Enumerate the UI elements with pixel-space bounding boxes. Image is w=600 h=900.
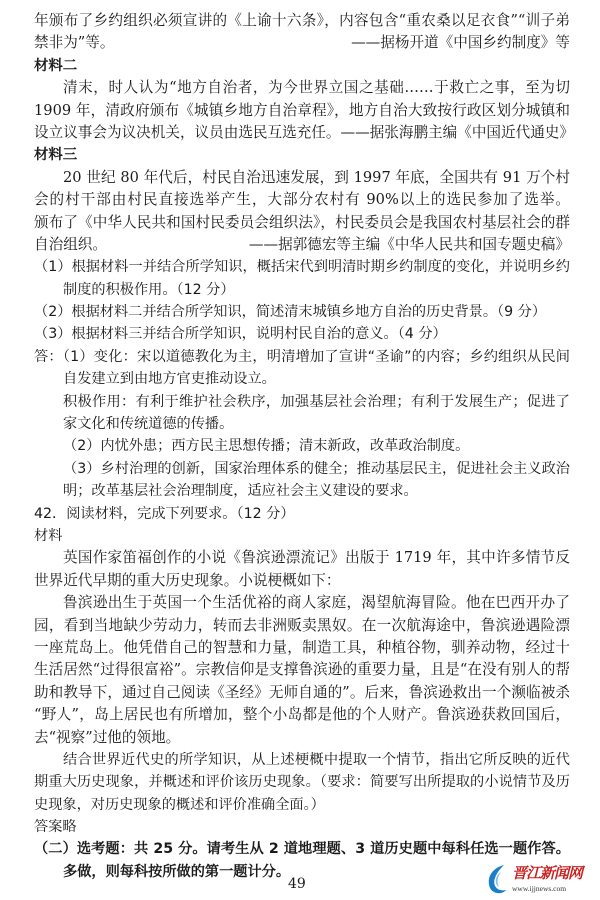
text-line: 积极作用：有利于维护社会秩序，加强基层社会治理；有利于发展生产；促进了	[63, 393, 570, 410]
text-line	[34, 122, 574, 144]
text-line: 英国作家笛福创作的小说《鲁滨逊漂流记》出版于 1719 年，其中许多情节反	[63, 549, 570, 567]
text-line: （2）根据材料二并结合所学知识，简述清末城镇乡地方自治的历史背景。（9 分）	[34, 304, 547, 321]
text-line: （2）内忧外患；西方民主思想传播；清末新政，改革政治制度。	[63, 438, 470, 455]
text-line: 材料三	[34, 147, 78, 164]
text-line: 园，看到当地缺少劳动力，转而去非洲贩卖黑奴。在一次航海途中，鲁滨逊遇险漂	[34, 616, 570, 634]
line-text: 设立议事会为议决机关，议员由选民互选充任。	[34, 123, 341, 141]
source-citation: ——据郭德宏等主编《中华人民共和国专题史稿》	[248, 235, 570, 253]
line-text: 禁非为”等。	[34, 34, 115, 52]
text-line	[34, 32, 570, 54]
line-text: 自治组织。	[34, 235, 107, 253]
document-page	[34, 10, 574, 883]
source-citation: ——据张海鹏主编《中国近代通史》	[340, 123, 574, 141]
text-line: 答：（1）变化：宋以道德教化为主，明清增加了宣讲“圣谕”的内容；乡约组织从民间	[34, 348, 570, 365]
logo-url: www.ijjnews.com	[512, 884, 567, 893]
text-line: 20 世纪 80 年代后，村民自治迅速发展，到 1997 年底，全国共有 91 万个村	[63, 168, 570, 186]
text-line: 史现象，对历史现象的概述和评价准确全面。）	[34, 796, 325, 813]
page-number: 49	[288, 876, 306, 892]
text-line: 去“视察”过他的领地。	[34, 728, 181, 746]
text-line: 世界近代早期的重大历史现象。小说梗概如下：	[34, 571, 341, 589]
text-line: 1909 年，清政府颁布《城镇乡地方自治章程》，地方自治大致按行政区划分城镇和	[34, 101, 570, 119]
text-line: 助和教导下，通过自己阅读《圣经》无师自通的”。后来，鲁滨逊救出一个濒临被杀	[34, 683, 570, 701]
text-line: 答案略	[34, 819, 77, 836]
text-line: 多做，则每科按所做的第一题计分。	[63, 863, 291, 880]
text-line: 年颁布了乡约组织必须宣讲的《上谕十六条》，内容包含“重农桑以足衣食”“训子弟	[34, 12, 570, 29]
text-line: 42．阅读材料，完成下列要求。（12 分）	[34, 505, 295, 522]
watermark-logo	[484, 862, 594, 898]
text-line: （二）选考题：共 25 分。请考生从 2 道地理题、3 道历史题中每科任选一题作答。	[34, 841, 570, 858]
text-line: 颁布了《中华人民共和国村民委员会组织法》，村民委员会是我国农村基层社会的群	[34, 213, 570, 231]
text-line: 期重大历史现象，并概述和评价该历史现象。（要求：简要写出所提取的小说情节及历	[34, 774, 570, 791]
text-line: （3）根据材料三并结合所学知识，说明村民自治的意义。（4 分）	[34, 326, 447, 343]
text-line: 清末，时人认为“地方自治者，为今世界立国之基础……于救亡之事，至为切	[63, 79, 570, 97]
text-line: 结合世界近代史的所学知识，从上述梗概中提取一个情节，指出它所反映的近代	[63, 751, 570, 768]
text-line	[34, 234, 570, 256]
logo-name: 晋江新闻网	[512, 864, 583, 882]
text-line: （3）乡村治理的创新，国家治理体系的健全；推动基层民主，促进社会主义政治	[63, 460, 570, 477]
text-line: 自发建立到由地方官吏推动设立。	[63, 371, 276, 388]
text-line: “野人”，岛上居民也有所增加，整个小岛都是他的个人财产。鲁滨逊获救回国后，	[34, 706, 570, 724]
text-line: 家文化和传统道德的传播。	[63, 416, 234, 433]
text-line: （1）根据材料一并结合所学知识，概括宋代到明清时期乡约制度的变化，并说明乡约	[34, 259, 570, 276]
text-line: 材料二	[34, 57, 78, 74]
text-line: 材料	[34, 527, 63, 544]
text-line: 明；改革基层社会治理制度，适应社会主义建设的要求。	[63, 483, 418, 500]
text-line: 生活居然“过得很富裕”。宗教信仰是支撑鲁滨逊的重要力量，且是“在没有别人的帮	[34, 661, 570, 679]
text-line: 一座荒岛上。他凭借自己的智慧和力量，制造工具，种植谷物，驯养动物，经过十	[34, 638, 570, 656]
text-line: 会的村干部由村民直接选举产生，大部分农村有 90%以上的选民参加了选举。	[34, 191, 570, 209]
swirl-logo-icon	[484, 862, 510, 896]
source-citation: ——据杨开道《中国乡约制度》等	[351, 34, 570, 52]
text-line: 制度的积极作用。（12 分）	[63, 281, 235, 298]
text-line: 鲁滨逊出生于英国一个生活优裕的商人家庭，渴望航海冒险。他在巴西开办了	[63, 594, 570, 612]
